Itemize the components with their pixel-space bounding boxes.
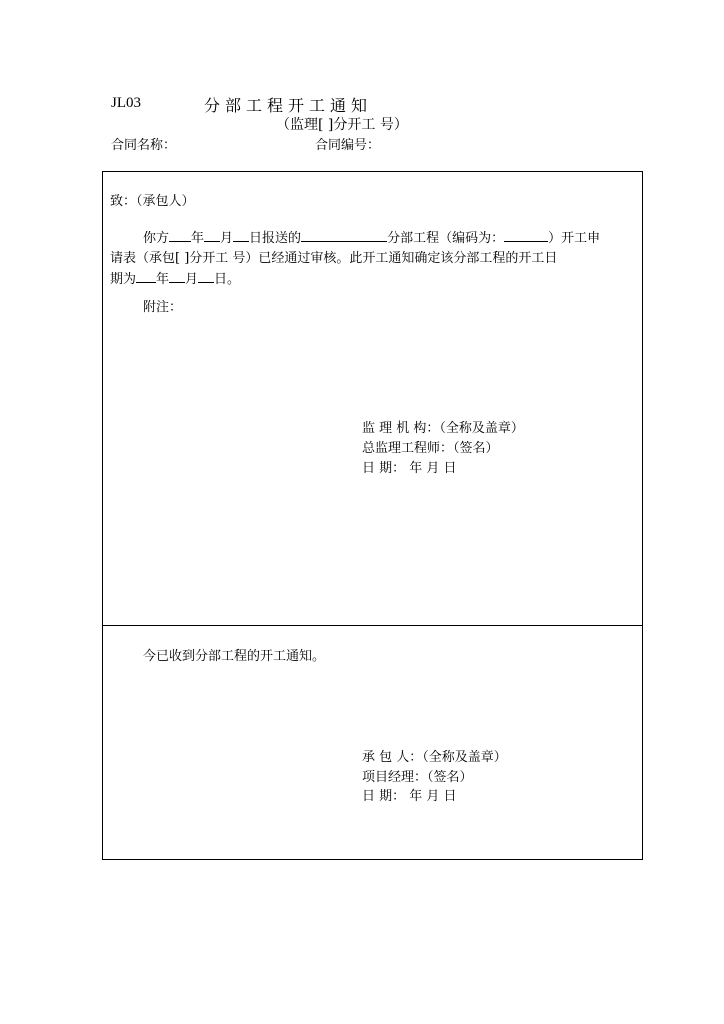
supervisor-date-line: 日 期： 年 月 日 — [362, 461, 457, 476]
text-segment: 日。 — [214, 272, 241, 287]
text-segment: 年 — [156, 272, 170, 287]
receipt-text: 今已收到分部工程的开工通知。 — [143, 649, 326, 664]
project-manager-line: 项目经理：（签名） — [362, 770, 473, 785]
blank-line — [169, 269, 185, 283]
notice-line-2: 请表（承包[ ]分开工 号）已经通过审核。此开工通知确定该分部工程的开工日 — [110, 251, 558, 266]
blank-line — [233, 228, 249, 242]
contract-number-label: 合同编号： — [315, 138, 381, 153]
form-code: JL03 — [111, 95, 141, 111]
text-segment: 月 — [185, 272, 199, 287]
page-title: 分部工程开工通知 — [204, 96, 373, 115]
text-segment: ）开工申 — [548, 231, 601, 246]
blank-line — [504, 228, 548, 242]
form-subtitle: （监理[ ]分开工 号） — [276, 117, 408, 133]
notice-line-1 — [110, 228, 638, 249]
notice-paragraph — [110, 228, 638, 290]
section-divider — [102, 625, 643, 626]
contract-name-label: 合同名称： — [111, 138, 177, 153]
text-segment: 年 — [191, 231, 205, 246]
text-segment: 月 — [220, 231, 234, 246]
text-segment: 日报送的 — [249, 231, 302, 246]
recipient-line: 致：（承包人） — [110, 194, 195, 209]
note-label: 附注： — [143, 300, 183, 315]
blank-line — [136, 269, 156, 283]
text-segment: 你方 — [143, 231, 170, 246]
contractor-line: 承 包 人：（全称及盖章） — [362, 750, 507, 765]
text-segment: 分部工程（编码为： — [387, 231, 505, 246]
blank-line — [204, 228, 220, 242]
blank-line — [169, 228, 191, 242]
supervisor-org-line: 监 理 机 构：（全称及盖章） — [362, 421, 524, 436]
blank-line — [301, 228, 387, 242]
notice-line-3 — [110, 269, 638, 290]
contractor-date-line: 日 期： 年 月 日 — [362, 789, 457, 804]
chief-engineer-line: 总监理工程师：（签名） — [362, 441, 499, 456]
text-segment: 期为 — [110, 272, 137, 287]
blank-line — [198, 269, 214, 283]
